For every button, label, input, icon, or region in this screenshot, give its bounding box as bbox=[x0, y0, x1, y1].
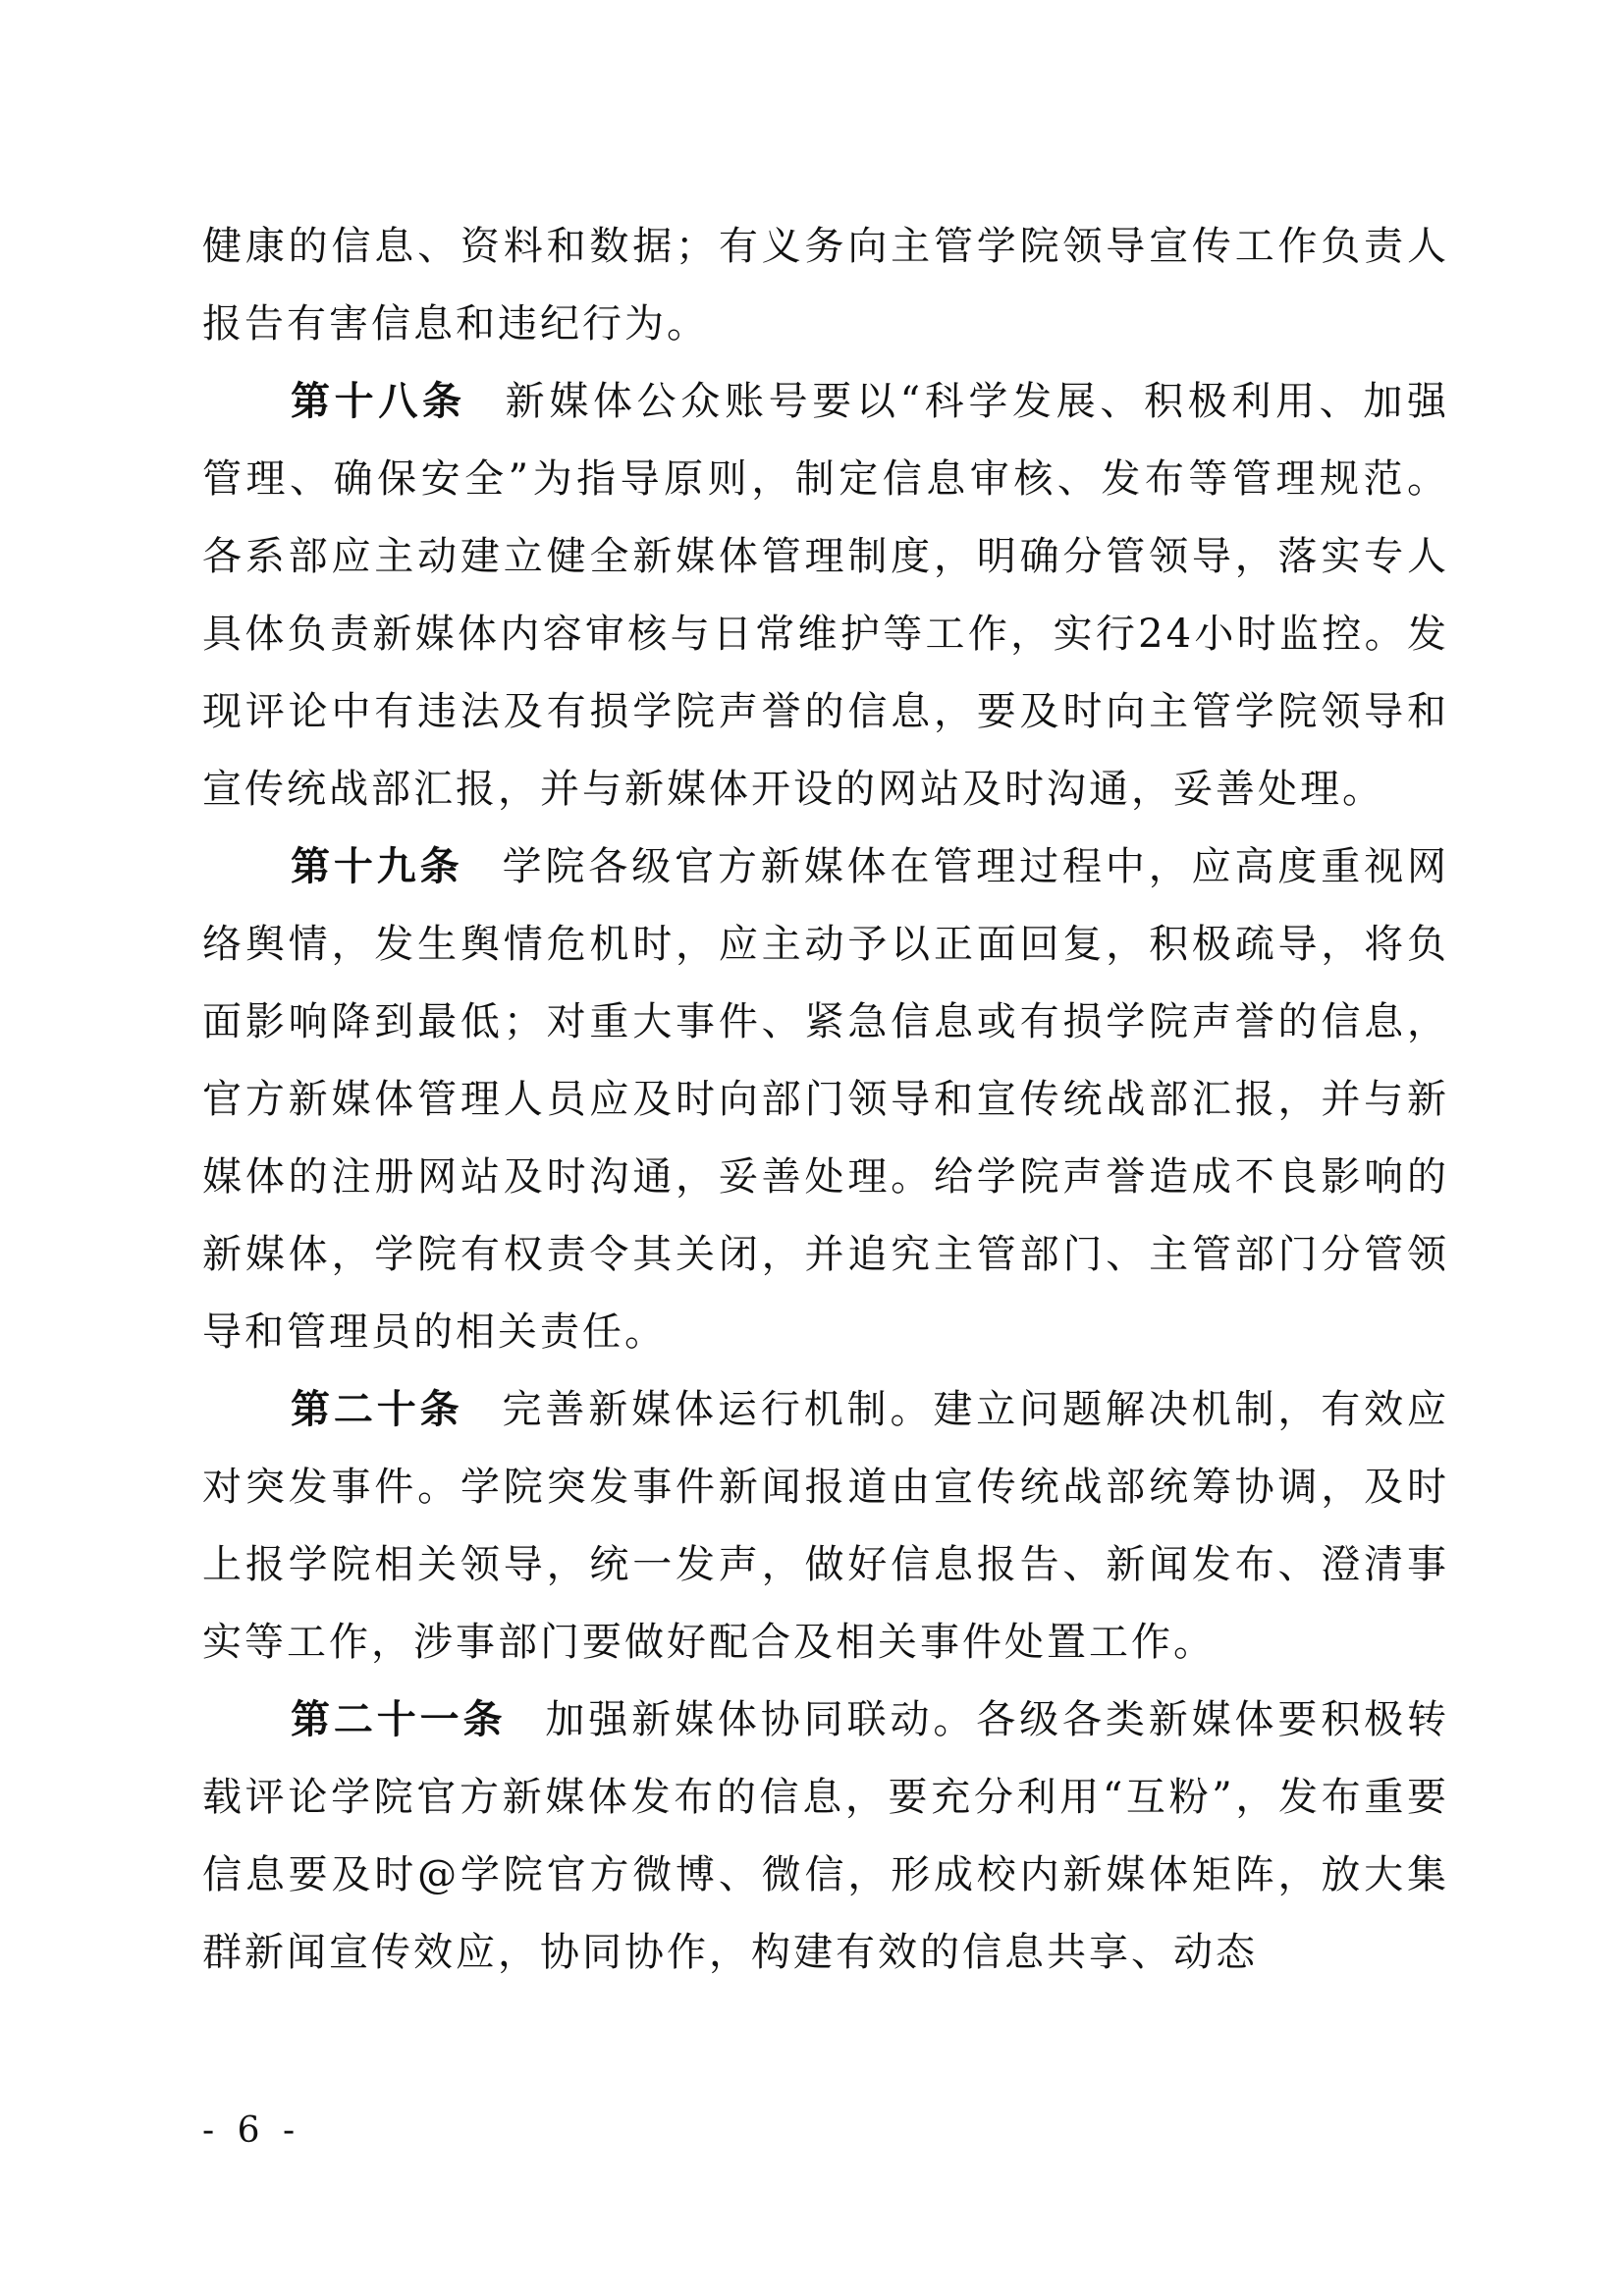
paragraph-text: 完善新媒体运行机制。建立问题解决机制，有效应对突发事件。学院突发事件新闻报道由宣传统战部统筹协调，及时上报学院相关领导，统一发声，做好信息报告、新闻发布、澄清事实等工作，涉事部门要做好配合及相关事件处置工作。 bbox=[202, 1387, 1450, 1665]
page-number: - 6 - bbox=[202, 2110, 301, 2151]
paragraph-text: 健康的信息、资料和数据；有义务向主管学院领导宣传工作负责人报告有害信息和违纪行为。 bbox=[202, 224, 1449, 347]
article-21 bbox=[202, 1682, 1449, 1992]
article-heading: 第二十一条 bbox=[291, 1697, 507, 1742]
document-body bbox=[202, 208, 1449, 1992]
paragraph-text: 加强新媒体协同联动。各级各类新媒体要积极转载评论学院官方新媒体发布的信息，要充分利用“互粉”，发布重要信息要及时@学院官方微博、微信，形成校内新媒体矩阵，放大集群新闻宣传效应，协同协作，构建有效的信息共享、动态 bbox=[202, 1697, 1450, 1975]
paragraph-text: 学院各级官方新媒体在管理过程中，应高度重视网络舆情，发生舆情危机时，应主动予以正面回复，积极疏导，将负面影响降到最低；对重大事件、紧急信息或有损学院声誉的信息，官方新媒体管理人员应及时向部门领导和宣传统战部汇报，并与新媒体的注册网站及时沟通，妥善处理。给学院声誉造成不良影响的新媒体，学院有权责令其关闭，并追究主管部门、主管部门分管领导和管理员的相关责任。 bbox=[202, 844, 1450, 1355]
article-heading: 第十九条 bbox=[291, 844, 463, 889]
article-18 bbox=[202, 363, 1449, 828]
article-20 bbox=[202, 1371, 1449, 1682]
paragraph-text: 新媒体公众账号要以“科学发展、积极利用、加强管理、确保安全”为指导原则，制定信息审核、发布等管理规范。各系部应主动建立健全新媒体管理制度，明确分管领导，落实专人具体负责新媒体内容审核与日常维护等工作，实行24小时监控。发现评论中有违法及有损学院声誉的信息，要及时向主管学院领导和宣传统战部汇报，并与新媒体开设的网站及时沟通，妥善处理。 bbox=[202, 379, 1450, 812]
article-heading: 第二十条 bbox=[291, 1387, 463, 1432]
article-heading: 第十八条 bbox=[291, 379, 466, 424]
article-19 bbox=[202, 828, 1449, 1371]
paragraph-continuation bbox=[202, 208, 1449, 363]
